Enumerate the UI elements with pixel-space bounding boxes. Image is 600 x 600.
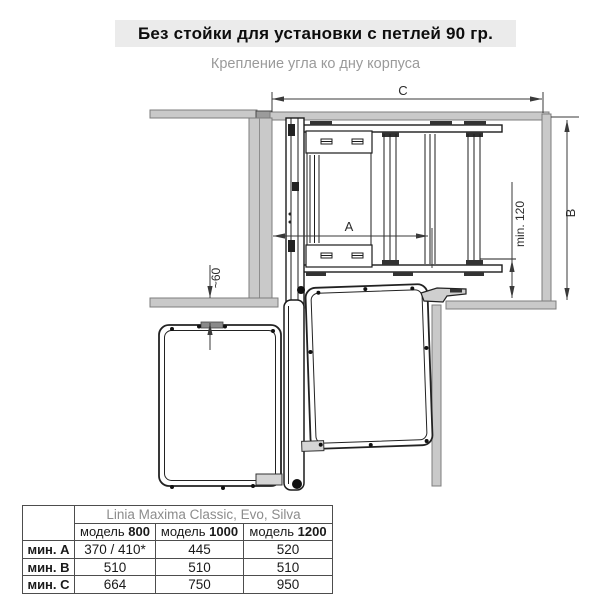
dimension-cabinet-width	[272, 83, 543, 113]
rail-group-middle	[382, 132, 399, 265]
table-row-min-c	[23, 576, 333, 594]
cell-a-1000: 445	[156, 541, 244, 559]
col-header-model-800: модель 800	[75, 523, 156, 541]
series-header: Linia Maxima Classic, Evo, Silva	[75, 506, 333, 524]
label-A: A	[344, 219, 354, 234]
left-basket	[159, 322, 282, 490]
corner-cell	[23, 506, 75, 541]
front-return-wall	[432, 305, 441, 486]
page-title: Без стойки для установки с петлей 90 гр.	[137, 23, 493, 43]
back-wall	[270, 112, 549, 120]
col-header-model-1000: модель 1000	[156, 523, 244, 541]
table-row-min-b	[23, 558, 333, 576]
dimension-min-clearance	[509, 182, 527, 298]
col-header-model-1200: модель 1200	[244, 523, 333, 541]
cell-b-800: 510	[75, 558, 156, 576]
top-rail	[296, 121, 502, 132]
mounting-plate	[306, 131, 372, 267]
label-front-gap: ~60	[209, 267, 223, 289]
left-side-wall	[249, 118, 272, 298]
basket-corner-bracket	[256, 474, 282, 485]
row-label-min-c: мин. C	[23, 576, 75, 594]
right-side-wall	[542, 114, 551, 301]
rail-group-center	[425, 134, 435, 264]
label-B: B	[563, 208, 578, 218]
row-label-min-a: мин. A	[23, 541, 75, 559]
bottom-left-wall	[150, 298, 278, 307]
cell-b-1200: 510	[244, 558, 333, 576]
pivot-dot-top	[297, 286, 305, 294]
hinge-bracket-detail	[450, 289, 462, 293]
series-header-row	[23, 506, 333, 524]
label-C: C	[398, 83, 408, 98]
table-row-min-a	[23, 541, 333, 559]
cell-a-1200: 520	[244, 541, 333, 559]
bottom-right-wall	[446, 301, 556, 309]
pivot-dot-bottom	[292, 479, 302, 489]
cell-b-1000: 510	[156, 558, 244, 576]
page-subtitle: Крепление угла ко дну корпуса	[210, 56, 421, 72]
door-panel	[284, 286, 305, 490]
cell-c-1000: 750	[156, 576, 244, 594]
spec-table	[22, 505, 333, 594]
right-basket	[296, 284, 433, 451]
cell-a-800: 370 / 410*	[75, 541, 156, 559]
adjacent-top-wall	[150, 110, 257, 118]
cell-c-800: 664	[75, 576, 156, 594]
row-label-min-b: мин. B	[23, 558, 75, 576]
vertical-post	[286, 118, 304, 308]
cell-c-1200: 950	[244, 576, 333, 594]
rail-group-right	[466, 132, 483, 265]
pull-out-mechanism	[286, 118, 516, 308]
rail-group-inner	[310, 155, 319, 243]
basket-mount-pad	[201, 322, 223, 328]
label-min-clearance: min. 120	[513, 200, 527, 248]
dimension-cabinet-depth	[551, 117, 579, 300]
